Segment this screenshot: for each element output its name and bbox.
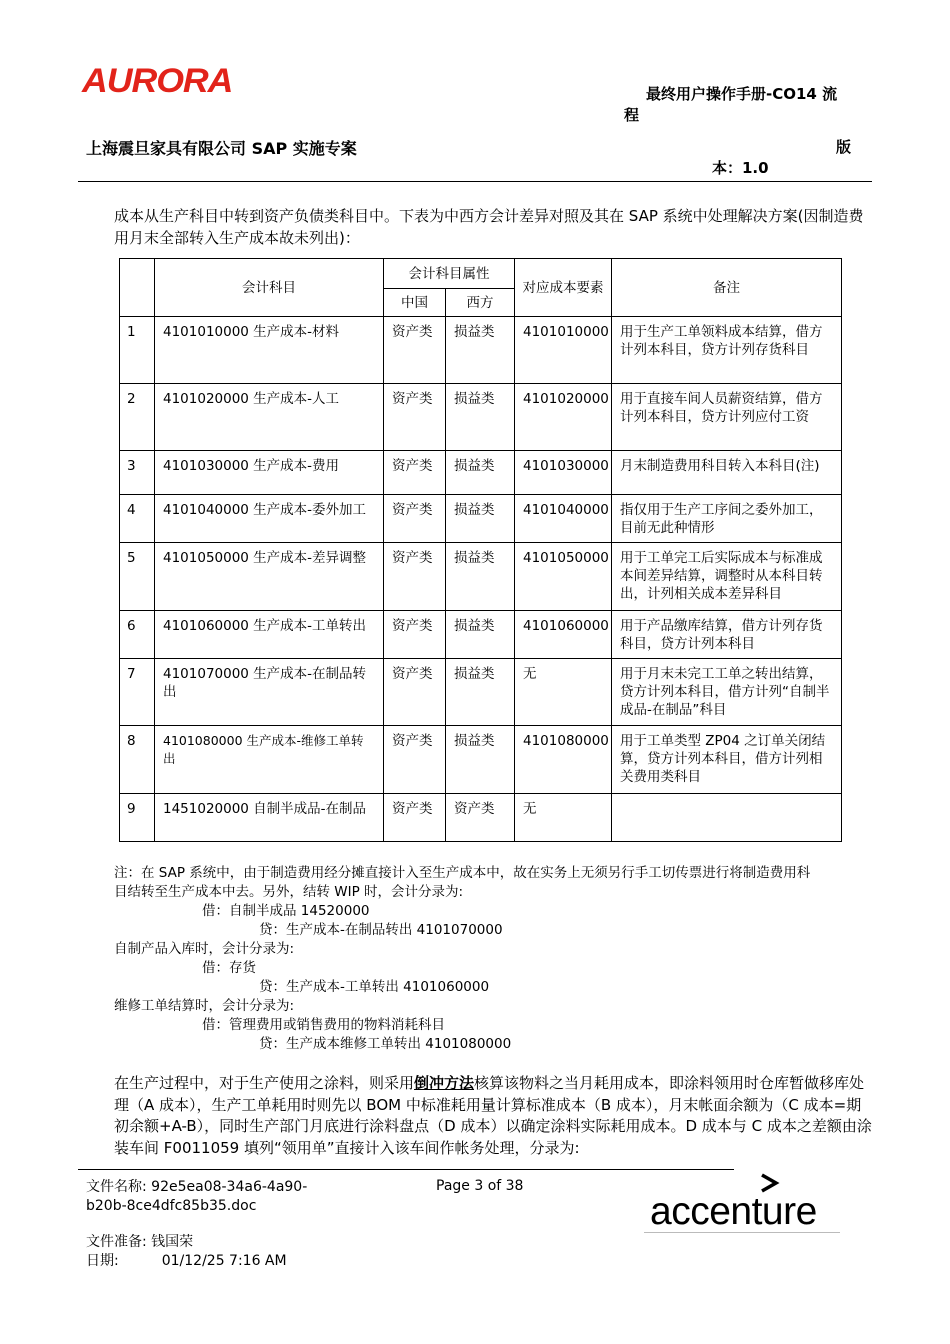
accenture-logo: accenture: [650, 1190, 817, 1233]
account-comparison-table: [119, 258, 842, 842]
header-west: 西方: [446, 289, 515, 317]
table-row: 5 4101050000 生产成本-差异调整 资产类 损益类 4101050000 用于工单完工后实际成本与标准成本间差异结算，调整时从本科目转出，计列相关成本差异科目: [120, 543, 842, 611]
note-credit-line: 贷：生产成本-工单转出 4101060000: [259, 979, 490, 995]
table-row: 9 1451020000 自制半成品-在制品 资产类 资产类 无: [120, 794, 842, 842]
note-debit-line: 借：自制半成品 14520000: [202, 903, 370, 919]
header-divider: [78, 181, 872, 182]
company-project-name: 上海震旦家具有限公司 SAP 实施专案: [86, 139, 357, 158]
footer-file-name: 文件名称: 92e5ea08-34a6-4a90-b20b-8ce4dfc85b35.doc: [86, 1179, 308, 1214]
table-row: 3 4101030000 生产成本-费用 资产类 损益类 4101030000 月末制造费用科目转入本科目(注): [120, 451, 842, 495]
table-row: 4 4101040000 生产成本-委外加工 资产类 损益类 4101040000 指仅用于生产工序间之委外加工，目前无此种情形: [120, 495, 842, 543]
backflush-term: 倒冲方法: [414, 1074, 475, 1092]
header-account: 会计科目: [155, 259, 384, 317]
footer-divider: [78, 1169, 734, 1170]
header-element: 对应成本要素: [515, 259, 612, 317]
aurora-logo: AURORA: [82, 62, 233, 100]
document-title-line2: 程: [624, 106, 640, 124]
table-row: 8 4101080000 生产成本-维修工单转出 资产类 损益类 4101080000 用于工单类型 ZP04 之订单关闭结算，贷方计列本科目，借方计列相关费用类科目: [120, 726, 842, 794]
note-line: 维修工单结算时，会计分录为:: [114, 998, 295, 1014]
header-attr: 会计科目属性: [384, 259, 515, 289]
header-no: [120, 259, 155, 317]
document-title: [624, 84, 864, 126]
version-label-line2: 本：1.0: [712, 159, 769, 177]
note-credit-line: 贷：生产成本-在制品转出 4101070000: [259, 922, 503, 938]
note-credit-line: 贷：生产成本维修工单转出 4101080000: [259, 1036, 512, 1052]
note-debit-line: 借：存货: [202, 960, 256, 976]
table-row: 2 4101020000 生产成本-人工 资产类 损益类 4101020000 用于直接车间人员薪资结算，借方计列本科目，贷方计列应付工资: [120, 384, 842, 451]
note-line: 自制产品入库时，会计分录为:: [114, 941, 295, 957]
table-row: 1 4101010000 生产成本-材料 资产类 损益类 4101010000 用于生产工单领料成本结算，借方计列本科目，贷方计列存货科目: [120, 317, 842, 384]
version-label-line1: 版: [836, 138, 852, 156]
header-china: 中国: [384, 289, 446, 317]
intro-paragraph: 成本从生产科目中转到资产负债类科目中。下表为中西方会计差异对照及其在 SAP 系统中处理解决方案(因制造费用月末全部转入生产成本故未列出)：: [114, 207, 864, 247]
table-row: 7 4101070000 生产成本-在制品转出 资产类 损益类 无 用于月末未完工工单之转出结算，贷方计列本科目，借方计列“自制半成品-在制品”科目: [120, 659, 842, 726]
note-block: [114, 864, 874, 1054]
note-line: 目结转至生产成本中去。另外，结转 WIP 时，会计分录为:: [114, 884, 464, 900]
footer-page-number: Page 3 of 38: [436, 1178, 524, 1194]
table-row: 6 4101060000 生产成本-工单转出 资产类 损益类 4101060000 用于产品缴库结算，借方计列存货科目，贷方计列本科目: [120, 611, 842, 659]
header-remark: 备注: [612, 259, 842, 317]
note-debit-line: 借：管理费用或销售费用的物料消耗科目: [202, 1017, 445, 1033]
note-line: 注：在 SAP 系统中，由于制造费用经分摊直接计入至生产成本中，故在实务上无须另行手工切传票进行将制造费用科: [114, 865, 811, 881]
footer-prepared-by: 文件准备: 钱国荣: [86, 1234, 194, 1250]
backflush-paragraph: 在生产过程中，对于生产使用之涂料，则采用倒冲方法核算该物料之当月耗用成本，即涂料领用时仓库暂做移库处理（A 成本），生产工单耗用时则先以 BOM 中标准耗用量计算标准成本（B 成本），月末帐面余额为（C 成本=期初余额+A-B），同时生产部门月底进行涂料盘点（D 成本）以确定涂料实际耗用成本。D 成本与 C 成本之差额由涂装车间 F0011059 填列“领用单”直接计入该车间作帐务处理，分录为:: [114, 1074, 872, 1157]
document-title-line1: 最终用户操作手册-CO14 流: [646, 85, 838, 103]
logo-underline: [644, 1232, 840, 1233]
footer-date: 日期: 01/12/25 7:16 AM: [86, 1253, 287, 1269]
